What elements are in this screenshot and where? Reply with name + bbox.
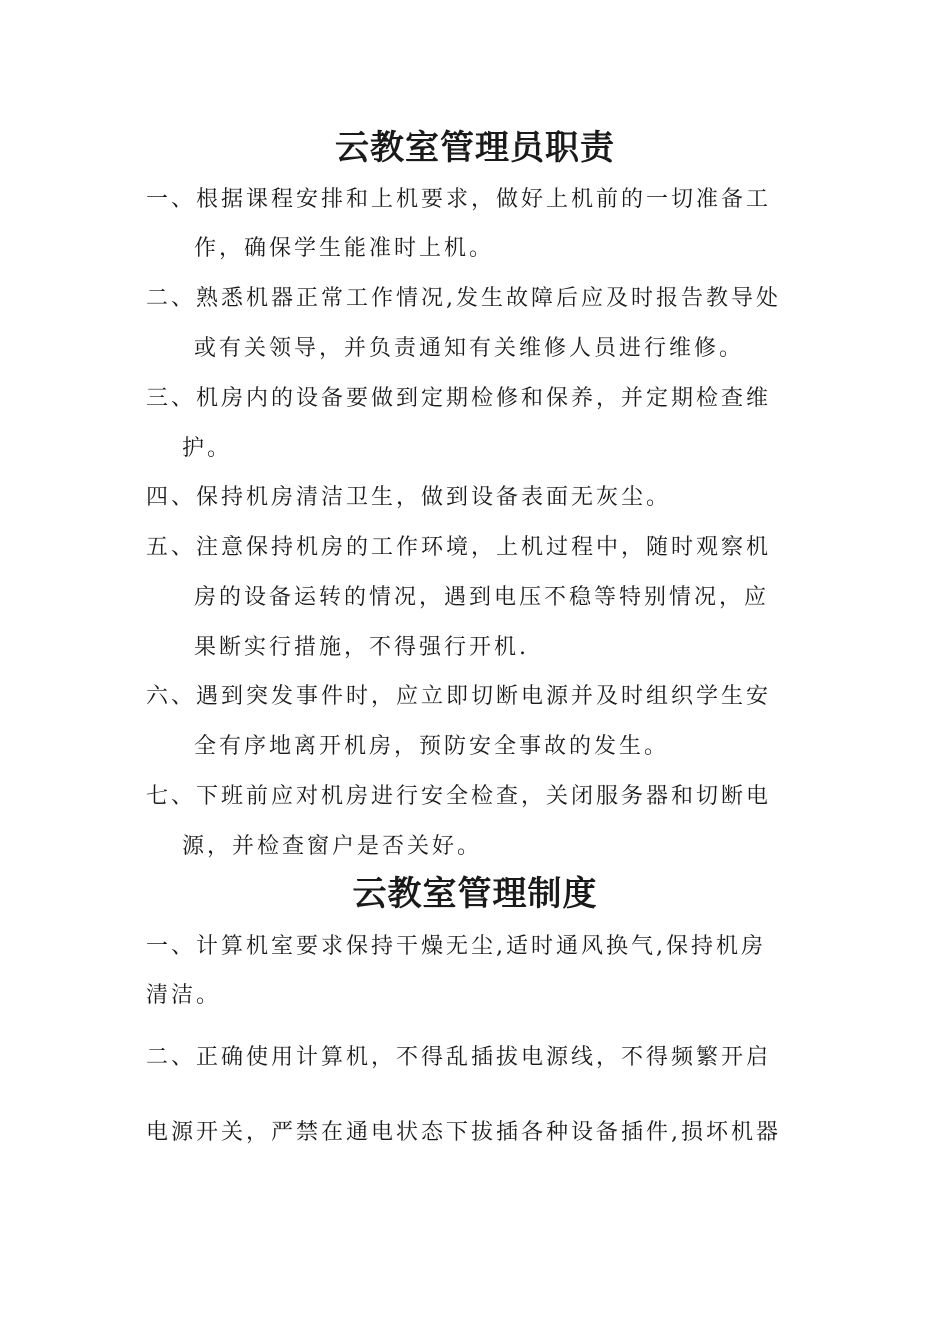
duty-7-line-1: 七、下班前应对机房进行安全检查，关闭服务器和切断电 <box>146 784 772 809</box>
duties-title: 云教室管理员职责 <box>335 128 615 168</box>
duty-5-line-3: 果断实行措施，不得强行开机. <box>194 635 529 660</box>
duty-2-line-1: 二、熟悉机器正常工作情况,发生故障后应及时报告教导处 <box>146 286 781 311</box>
rule-2-line-2: 电源开关，严禁在通电状态下拔插各种设备插件,损坏机器 <box>146 1120 781 1145</box>
duty-6-line-2: 全有序地离开机房，预防安全事故的发生。 <box>194 734 670 759</box>
duty-5-line-1: 五、注意保持机房的工作环境，上机过程中，随时观察机 <box>146 535 772 560</box>
rule-1-line-1: 一、计算机室要求保持干燥无尘,适时通风换气,保持机房 <box>146 934 766 959</box>
duty-2-line-2: 或有关领导，并负责通知有关维修人员进行维修。 <box>194 336 745 361</box>
duty-4-line-1: 四、保持机房清洁卫生，做到设备表面无灰尘。 <box>146 485 672 510</box>
duty-5-line-2: 房的设备运转的情况，遇到电压不稳等特别情况，应 <box>194 585 770 610</box>
duty-1-line-2: 作，确保学生能准时上机。 <box>194 236 495 261</box>
rules-title: 云教室管理制度 <box>352 874 598 914</box>
duty-1-line-1: 一、根据课程安排和上机要求，做好上机前的一切准备工 <box>146 187 772 212</box>
duty-6-line-1: 六、遇到突发事件时，应立即切断电源并及时组织学生安 <box>146 684 772 709</box>
duty-3-line-2: 护。 <box>182 436 233 461</box>
rule-2-line-1: 二、正确使用计算机，不得乱插拔电源线，不得频繁开启 <box>146 1045 772 1070</box>
rule-1-line-2: 清洁。 <box>146 983 222 1008</box>
duty-7-line-2: 源，并检查窗户是否关好。 <box>182 834 483 859</box>
duty-3-line-1: 三、机房内的设备要做到定期检修和保养，并定期检查维 <box>146 386 772 411</box>
